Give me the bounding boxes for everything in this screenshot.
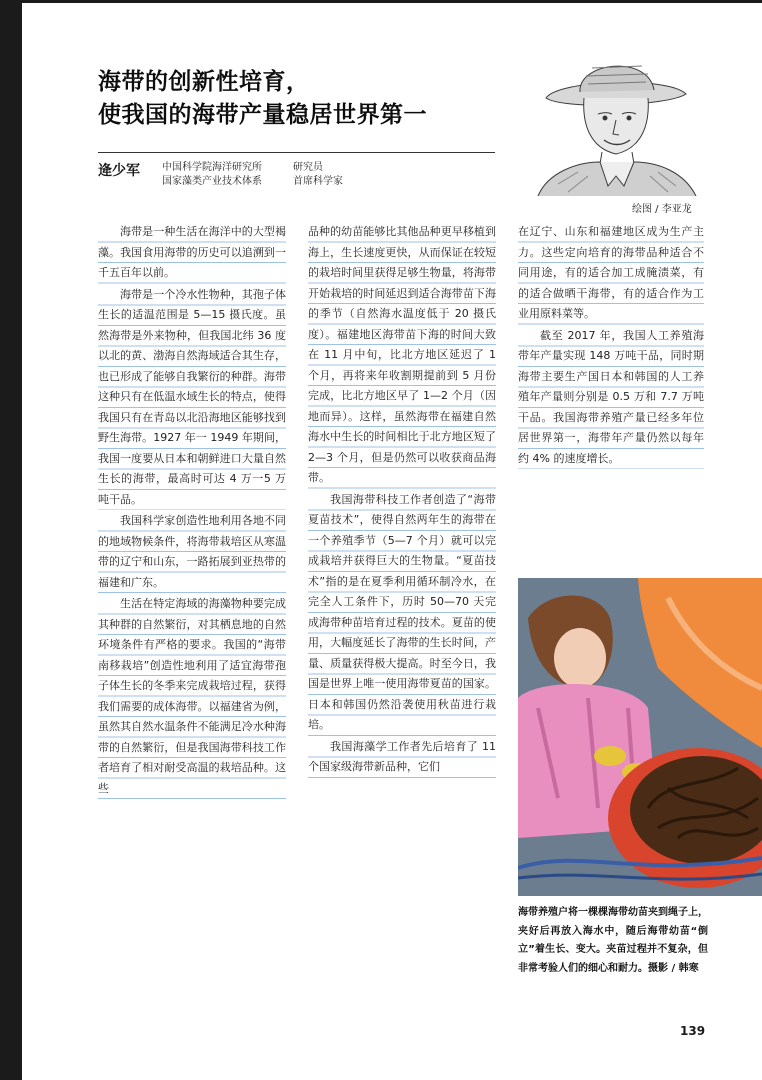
author-portrait-sketch: [518, 36, 708, 196]
page-edge-top: [22, 0, 762, 3]
article-title: [98, 66, 427, 132]
text-column-3: [518, 222, 704, 469]
affiliation-org: 国家藻类产业技术体系: [162, 176, 262, 187]
paragraph: 海带是一种生活在海洋中的大型褐藻。我国食用海带的历史可以追溯到一千五百年以前。: [98, 222, 286, 284]
paragraph: 我国科学家创造性地利用各地不同的地域物候条件，将海带栽培区从寒温带的辽宁和山东，一路拓展到亚热带的福建和广东。: [98, 511, 286, 593]
affiliation-role: 首席科学家: [293, 176, 343, 187]
paragraph: 海带是一个冷水性物种，其孢子体生长的适温范围是 5—15 摄氏度。虽然海带是外来物种，但我国北纬 36 度以北的黄、渤海自然海域适合其生存，也已形成了能够自我繁衍的种群。海带这种只有在低温水域生长的特点，使得我国只有在青岛以北沿海地区能够找到野生海带。1927 年一 1949 年期间，我国一度要从日本和朝鲜进口大量自然生长的海带，最高时可达 4 万一5 万吨干品。: [98, 285, 286, 511]
author-name: 逄少军: [98, 163, 140, 179]
text-column-2: [308, 222, 496, 778]
title-line-1: 海带的创新性培育，: [98, 69, 310, 95]
title-rule: [98, 152, 495, 153]
page-number: 139: [680, 1024, 706, 1038]
author-organizations: [162, 161, 262, 189]
affiliation-org: 中国科学院海洋研究所: [162, 162, 262, 173]
paragraph: 我国海带科技工作者创造了“海带夏苗技术”，使得自然两年生的海带在一个养殖季节（5—7 个月）就可以完成栽培并获得巨大的生物量。“夏苗技术”指的是在夏季利用循环制冷水，在完全人工条件下，历时 50—70 天完成海带种苗培育过程的技术。夏苗的使用，大幅度延长了海带的生长时间，产量、质量获得极大提高。时至今日，我国是世界上唯一使用海带夏苗的国家。日本和韩国仍然沿袭使用秋苗进行栽培。: [308, 490, 496, 736]
paragraph: 我国海藻学工作者先后培育了 11 个国家级海带新品种，它们: [308, 737, 496, 778]
illustration-credit: 绘图 / 李亚龙: [632, 204, 692, 215]
author-roles: [293, 161, 343, 189]
paragraph: 生活在特定海域的海藻物种要完成其种群的自然繁衍，对其栖息地的自然环境条件有严格的要求。我国的“海带南移栽培”创造性地利用了适宜海带孢子体生长的冬季来完成栽培过程，获得我们需要的成体海带。以福建省为例，虽然其自然水温条件不能满足冷水种海带的自然繁衍，但是我国海带科技工作者培育了相对耐受高温的栽培品种。这些: [98, 594, 286, 799]
paragraph: 品种的幼苗能够比其他品种更早移植到海上，生长速度更快，从而保证在较短的栽培时间里获得足够生物量，将海带开始栽培的时间延迟到适合海带苗下海的季节（自然海水温度低于 20 摄氏度）。福建地区海带苗下海的时间大致在 11 月中旬，比北方地区延迟了 1 个月，再将来年收割期提前到 5 月份完成，比北方地区早了 1—2 个月（因地而异）。这样，虽然海带在福建自然海水中生长的时间相比于北方地区短了 2—3 个月，但是仍然可以收获商品海带。: [308, 222, 496, 489]
paragraph: 在辽宁、山东和福建地区成为生产主力。这些定向培育的海带品种适合不同用途，有的适合加工成腌渍菜，有的适合做晒干海带，有的适合作为工业用原料菜等。: [518, 222, 704, 325]
affiliation-role: 研究员: [293, 162, 323, 173]
kelp-farming-photo: [518, 578, 762, 896]
page-edge-left: [0, 0, 22, 1080]
text-column-1: [98, 222, 286, 799]
paragraph: 截至 2017 年，我国人工养殖海带年产量实现 148 万吨干品，同时期海带主要生产国日本和韩国的人工养殖年产量则分别是 0.5 万和 7.7 万吨干品。我国海带养殖产量已经多年位居世界第一，海带年产量仍然以每年约 4% 的速度增长。: [518, 326, 704, 470]
title-line-2: 使我国的海带产量稳居世界第一: [98, 102, 427, 128]
photo-caption: 海带养殖户将一棵棵海带幼苗夹到绳子上，夹好后再放入海水中，随后海带幼苗“倒立”着生长、变大。夹苗过程并不复杂，但非常考验人们的细心和耐力。摄影 / 韩寒: [518, 907, 708, 974]
